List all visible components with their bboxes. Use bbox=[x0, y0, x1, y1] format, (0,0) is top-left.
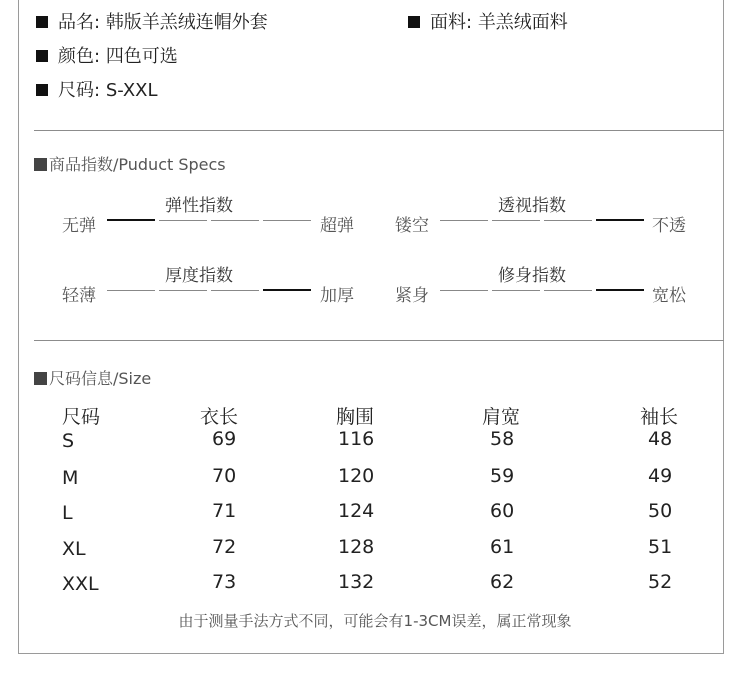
product-name-value: 韩版羊羔绒连帽外套 bbox=[105, 12, 268, 33]
size-table-cell: 51 bbox=[648, 536, 673, 558]
thickness-title: 厚度指数 bbox=[165, 266, 233, 286]
size-table-cell: 52 bbox=[648, 571, 673, 593]
size-table-cell: 128 bbox=[338, 536, 375, 558]
size-table-cell: 49 bbox=[648, 465, 673, 487]
size-table-cell: 62 bbox=[490, 571, 515, 593]
size-section-title bbox=[34, 366, 151, 389]
size-table-cell: 61 bbox=[490, 536, 515, 558]
scale-segment bbox=[211, 290, 259, 291]
size-table-size-cell: M bbox=[62, 467, 79, 489]
fabric-label: 面料: bbox=[430, 12, 473, 33]
size-table-cell: 132 bbox=[338, 571, 375, 593]
elasticity-left-label: 无弹 bbox=[62, 216, 96, 236]
scale-segment bbox=[440, 290, 488, 291]
size-table-header: 尺码 bbox=[62, 406, 101, 428]
section-square-icon bbox=[34, 372, 47, 385]
specs-title-text: 商品指数/Puduct Specs bbox=[49, 155, 226, 174]
size-table-size-cell: XL bbox=[62, 538, 86, 560]
size-table-cell: 58 bbox=[490, 428, 515, 450]
size-table-size-cell: L bbox=[62, 502, 73, 524]
bullet-square-icon bbox=[36, 84, 48, 96]
size-table-cell: 59 bbox=[490, 465, 515, 487]
scale-segment bbox=[440, 220, 488, 221]
bullet-square-icon bbox=[36, 50, 48, 62]
scale-segment-active bbox=[596, 289, 644, 291]
size-table-cell: 73 bbox=[212, 571, 237, 593]
color-label: 颜色: bbox=[58, 46, 101, 67]
transparency-left-label: 镂空 bbox=[395, 216, 429, 236]
size-table-cell: 60 bbox=[490, 500, 515, 522]
scale-segment bbox=[492, 290, 540, 291]
section-divider bbox=[34, 130, 724, 131]
scale-segment bbox=[544, 220, 592, 221]
transparency-title: 透视指数 bbox=[498, 196, 566, 216]
size-range-value: S-XXL bbox=[105, 80, 158, 101]
scale-segment bbox=[159, 290, 207, 291]
section-divider bbox=[34, 340, 724, 341]
color-value: 四色可选 bbox=[105, 46, 178, 67]
size-table-cell: 48 bbox=[648, 428, 673, 450]
elasticity-right-label: 超弹 bbox=[320, 216, 354, 236]
elasticity-title: 弹性指数 bbox=[165, 196, 233, 216]
scale-segment bbox=[211, 220, 259, 221]
thickness-left-label: 轻薄 bbox=[62, 286, 96, 306]
scale-segment-active bbox=[596, 219, 644, 221]
size-table-size-cell: S bbox=[62, 430, 75, 452]
color-row bbox=[36, 42, 178, 68]
size-table-cell: 120 bbox=[338, 465, 375, 487]
section-square-icon bbox=[34, 158, 47, 171]
size-table-cell: 116 bbox=[338, 428, 375, 450]
scale-segment bbox=[544, 290, 592, 291]
measurement-note: 由于测量手法方式不同，可能会有1-3CM误差，属正常现象 bbox=[178, 612, 572, 630]
fit-title: 修身指数 bbox=[498, 266, 566, 286]
scale-segment bbox=[159, 220, 207, 221]
size-table-cell: 70 bbox=[212, 465, 237, 487]
size-table-header: 袖长 bbox=[640, 406, 679, 428]
scale-segment bbox=[492, 220, 540, 221]
size-range-label: 尺码: bbox=[58, 80, 101, 101]
fabric-value: 羊羔绒面料 bbox=[477, 12, 568, 33]
scale-segment bbox=[107, 290, 155, 291]
size-table-header: 胸围 bbox=[336, 406, 375, 428]
bullet-square-icon bbox=[408, 16, 420, 28]
size-table-header: 衣长 bbox=[200, 406, 239, 428]
fabric-row bbox=[408, 8, 568, 34]
size-table-cell: 69 bbox=[212, 428, 237, 450]
fit-left-label: 紧身 bbox=[395, 286, 429, 306]
size-range-row bbox=[36, 76, 158, 102]
size-table-cell: 71 bbox=[212, 500, 237, 522]
size-table-cell: 72 bbox=[212, 536, 237, 558]
scale-segment-active bbox=[107, 219, 155, 221]
size-table-header: 肩宽 bbox=[482, 406, 521, 428]
scale-segment bbox=[263, 220, 311, 221]
size-table-cell: 124 bbox=[338, 500, 375, 522]
scale-segment-active bbox=[263, 289, 311, 291]
fit-right-label: 宽松 bbox=[652, 286, 686, 306]
product-name-label: 品名: bbox=[58, 12, 101, 33]
thickness-right-label: 加厚 bbox=[320, 286, 354, 306]
transparency-right-label: 不透 bbox=[652, 216, 686, 236]
bullet-square-icon bbox=[36, 16, 48, 28]
product-name-row bbox=[36, 8, 268, 34]
specs-section-title bbox=[34, 152, 226, 175]
size-title-text: 尺码信息/Size bbox=[49, 369, 152, 388]
size-table-cell: 50 bbox=[648, 500, 673, 522]
size-table-size-cell: XXL bbox=[62, 573, 99, 595]
